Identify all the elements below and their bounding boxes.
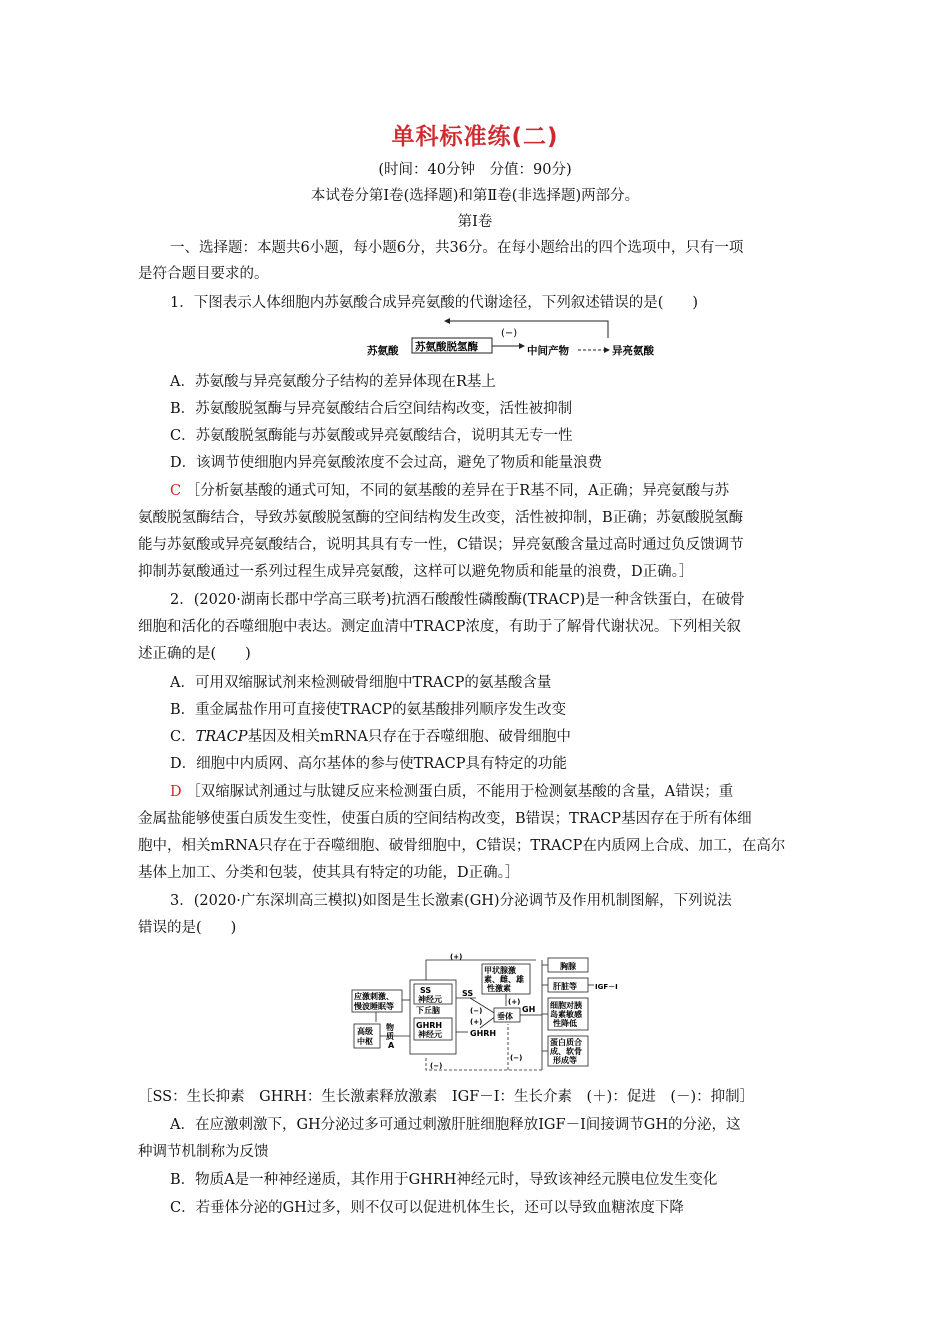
q1-option-c: C．苏氨酸脱氢酶能与苏氨酸或异亮氨酸结合，说明其无专一性	[170, 428, 573, 444]
q1-isoleucine: 异亮氨酸	[612, 345, 654, 357]
page-title: 单科标准练(二)	[391, 124, 559, 150]
q2-stem-3: 述正确的是( )	[138, 646, 251, 662]
q1-threonine: 苏氨酸	[367, 345, 399, 357]
time-score: (时间：40分钟 分值：90分)	[378, 162, 572, 178]
q1-stem: 1．下图表示人体细胞内苏氨酸合成异亮氨酸的代谢途径，下列叙述错误的是( )	[170, 295, 699, 311]
q1-pathway-diagram	[365, 316, 654, 362]
q3-stem-1: 3．(2020·广东深圳高三模拟)如图是生长激素(GH)分泌调节及作用机制图解，下列说法	[170, 893, 732, 909]
q2-explanation-text-1: ［双缩脲试剂通过与肽键反应来检测蛋白质，不能用于检测氨基酸的含量，A错误；重	[186, 784, 734, 800]
q2-option-a: A．可用双缩脲试剂来检测破骨细胞中TRACP的氨基酸含量	[170, 675, 552, 691]
q2-option-c-text: 基因及相关mRNA只存在于吞噬细胞、破骨细胞中	[247, 729, 571, 745]
q1-inhibit-sign: (−)	[501, 328, 518, 339]
q3-stim-2: 慢波睡眠等	[354, 1002, 394, 1011]
q3-protein-1: 蛋白质合	[550, 1038, 582, 1047]
q1-answer: C	[170, 483, 182, 499]
q3-minus-bottom-2: (−)	[510, 1054, 523, 1062]
q3-cell-1: 细胞对胰	[550, 1001, 582, 1010]
q3-cell-2: 岛素敏感	[550, 1010, 582, 1019]
q3-legend: ［SS：生长抑素 GHRH：生长激素释放激素 IGF－Ⅰ：生长介素 (＋)：促进 (－)：抑制］	[138, 1089, 755, 1105]
q3-ghrh-neuron-2: 神经元	[418, 1030, 442, 1039]
q3-igf-label: IGF－Ⅰ	[595, 983, 618, 991]
q3-ghrh-neuron-1: GHRH	[416, 1021, 443, 1030]
q2-answer: D	[170, 784, 182, 800]
q3-substance-3: A	[388, 1041, 395, 1050]
q3-minus-ss: (−)	[470, 1007, 483, 1015]
q1-explanation-2: 氨酸脱氢酶结合，导致苏氨酸脱氢酶的空间结构发生改变，活性被抑制，B正确；苏氨酸脱氢酶	[138, 510, 744, 526]
q1-explanation-4: 抑制苏氨酸通过一系列过程生成异亮氨酸，这样可以避免物质和能量的浪费，D正确。］	[138, 564, 694, 580]
q3-hypothalamus: 下丘脑	[416, 1006, 440, 1015]
q3-plus-ghrh: (+)	[470, 1018, 483, 1026]
q1-explanation-3: 能与苏氨酸或异亮氨酸结合，说明其具有专一性，C错误；异亮氨酸含量过高时通过负反馈调节	[138, 537, 744, 553]
q3-substance-2: 质	[386, 1032, 394, 1041]
q3-plus-hormone: (+)	[508, 998, 521, 1006]
q2-explanation-2: 金属盐能够使蛋白质发生变性，使蛋白质的空间结构改变，B错误；TRACP基因存在于所有体细	[138, 811, 752, 827]
q2-stem-1: 2．(2020·湖南长郡中学高三联考)抗酒石酸酸性磷酸酶(TRACP)是一种含铁蛋白，在破骨	[170, 592, 745, 608]
q2-explanation-3: 胞中，相关mRNA只存在于吞噬细胞、破骨细胞中，C错误；TRACP在内质网上合成、加工，在高尔	[138, 838, 786, 854]
q2-option-c	[170, 725, 850, 746]
q1-explanation-1	[170, 479, 850, 500]
section-intro-2: 是符合题目要求的。	[138, 266, 269, 282]
q3-minus-bottom-1: (−)	[430, 1062, 443, 1070]
q3-option-b: B．物质A是一种神经递质，其作用于GHRH神经元时，导致该神经元膜电位发生变化	[170, 1172, 718, 1188]
volume-heading: 第Ⅰ卷	[457, 214, 493, 230]
q1-option-a: A．苏氨酸与异亮氨酸分子结构的差异体现在R基上	[170, 374, 496, 390]
q2-option-c-label: C．	[170, 729, 196, 745]
q3-protein-3: 形成等	[553, 1056, 577, 1065]
q2-option-d: D．细胞中内质网、高尔基体的参与使TRACP具有特定的功能	[170, 756, 568, 772]
q3-protein-2: 成、软骨	[550, 1047, 582, 1056]
q3-gh-label: GH	[522, 1005, 536, 1014]
q3-ghrh-label: GHRH	[470, 1029, 497, 1038]
q1-enzyme: 苏氨酸脱氢酶	[415, 341, 478, 353]
q3-option-c: C．若垂体分泌的GH过多，则不仅可以促进机体生长，还可以导致血糖浓度下降	[170, 1200, 684, 1216]
q2-stem-2: 细胞和活化的吞噬细胞中表达。测定血清中TRACP浓度，有助于了解骨代谢状况。下列相关叙	[138, 619, 741, 635]
q3-pituitary: 垂体	[497, 1012, 513, 1021]
q3-ss-neuron-2: 神经元	[418, 995, 442, 1004]
q3-thymus: 胸腺	[560, 962, 576, 971]
q1-option-b: B．苏氨酸脱氢酶与异亮氨酸结合后空间结构改变，活性被抑制	[170, 401, 573, 417]
q3-hormone-3: 性激素	[487, 984, 511, 993]
q2-explanation-4: 基体上加工、分类和包装，使其具有特定的功能，D正确。］	[138, 865, 520, 881]
q3-option-a-2: 种调节机制称为反馈	[138, 1144, 269, 1160]
q3-ss-neuron-1: SS	[420, 986, 432, 995]
q3-ss-label: SS	[462, 989, 474, 998]
q1-intermediate: 中间产物	[527, 345, 569, 357]
q3-liver: 肝脏等	[553, 982, 577, 991]
q3-stim-1: 应激刺激、	[354, 992, 394, 1001]
q3-cns-2: 中枢	[357, 1037, 373, 1046]
section-intro-1: 一、选择题：本题共6小题，每小题6分，共36分。在每小题给出的四个选项中，只有一项	[170, 240, 744, 256]
q3-plus-top: (+)	[450, 953, 463, 961]
q3-substance-1: 物	[386, 1023, 394, 1032]
q3-gh-regulation-diagram	[350, 950, 618, 1078]
q1-explanation-text-1: ［分析氨基酸的通式可知，不同的氨基酸的差异在于R基不同，A正确；异亮氨酸与苏	[185, 483, 730, 499]
q2-option-c-gene: TRACP	[195, 729, 248, 745]
q1-option-d: D．该调节使细胞内异亮氨酸浓度不会过高，避免了物质和能量浪费	[170, 455, 603, 471]
q2-explanation-1	[170, 780, 850, 801]
q3-hormone-2: 素、雌、雄	[484, 975, 524, 984]
q3-option-a-1: A．在应激刺激下，GH分泌过多可通过刺激肝脏细胞释放IGF－Ⅰ间接调节GH的分泌，这	[170, 1117, 741, 1133]
paper-note: 本试卷分第Ⅰ卷(选择题)和第Ⅱ卷(非选择题)两部分。	[310, 188, 640, 204]
q3-cell-3: 性降低	[553, 1019, 577, 1028]
q2-option-b: B．重金属盐作用可直接使TRACP的氨基酸排列顺序发生改变	[170, 702, 567, 718]
q3-hormone-1: 甲状腺激	[484, 966, 516, 975]
q3-cns-1: 高级	[357, 1027, 373, 1036]
q3-stem-2: 错误的是( )	[138, 920, 237, 936]
